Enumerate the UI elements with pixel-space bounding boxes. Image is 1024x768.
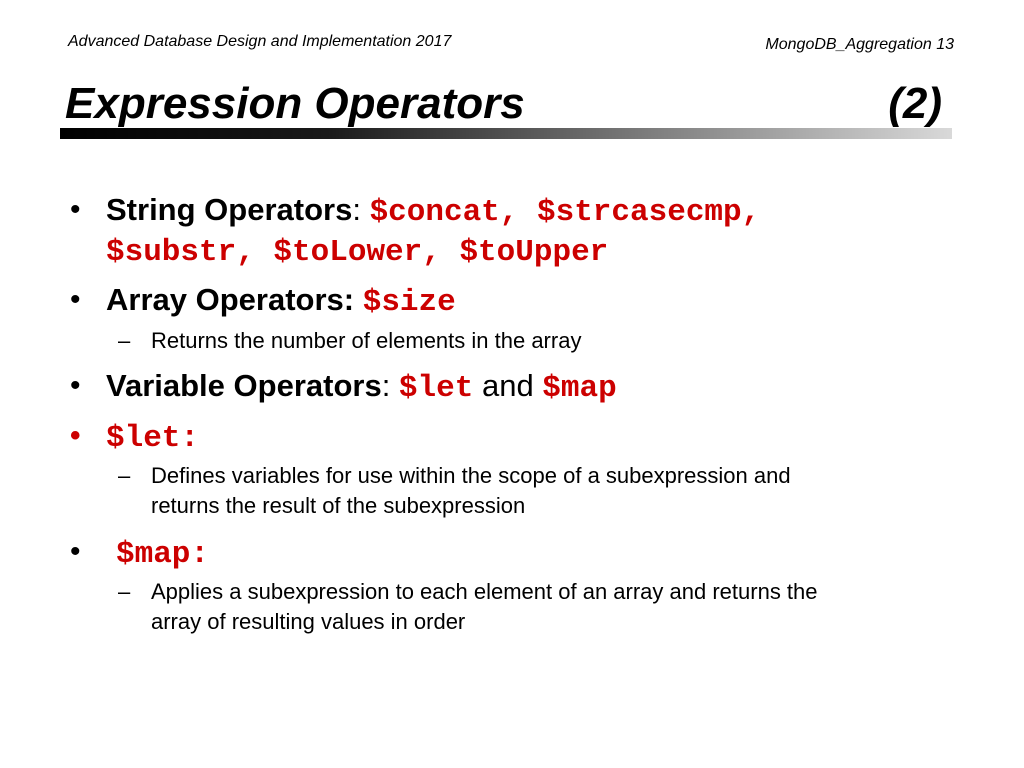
bullet-icon: • [70,283,81,316]
bullet-icon: • [70,193,81,226]
sub-bullet-size: Returns the number of elements in the array [151,328,582,353]
code-text: $let [398,371,474,406]
bullet-map [116,532,209,575]
bullet-let [106,416,199,459]
code-text: $concat, $strcasecmp, [369,195,761,230]
slide-title-number: (2) [888,79,942,128]
conjunction-text: and [473,368,543,403]
dash-icon: – [118,579,131,604]
code-text: $substr, $toLower, $toUpper [106,235,609,270]
bullet-array-operators [106,280,456,323]
dash-icon: – [118,463,131,488]
bullet-label: Variable Operators [106,368,382,403]
sub-bullet-map-line1: Applies a subexpression to each element of an array and returns the [151,579,818,604]
sub-bullet-let-line2: returns the result of the subexpression [151,493,526,518]
code-text: $let: [106,421,200,456]
bullet-string-operators-cont [106,230,608,273]
bullet-separator: : [381,368,399,403]
bullet-label: String Operators [106,192,353,227]
header-course-title: Advanced Database Design and Implementation 2017 [68,33,452,50]
dash-icon: – [118,328,131,353]
bullet-icon: • [70,419,81,452]
bullet-label: Array Operators: [106,282,363,317]
code-text: $size [362,285,456,320]
code-text: $map [542,371,617,406]
code-text: $map: [116,537,210,572]
slide-title-text: Expression Operators [65,79,525,128]
header-slide-number: MongoDB_Aggregation 13 [765,36,954,53]
sub-bullet-map-line2: array of resulting values in order [151,609,466,634]
bullet-string-operators [106,190,760,233]
bullet-icon: • [70,535,81,568]
bullet-separator: : [352,192,370,227]
sub-bullet-let-line1: Defines variables for use within the scope of a subexpression and [151,463,791,488]
bullet-variable-operators [106,366,617,409]
bullet-icon: • [70,369,81,402]
